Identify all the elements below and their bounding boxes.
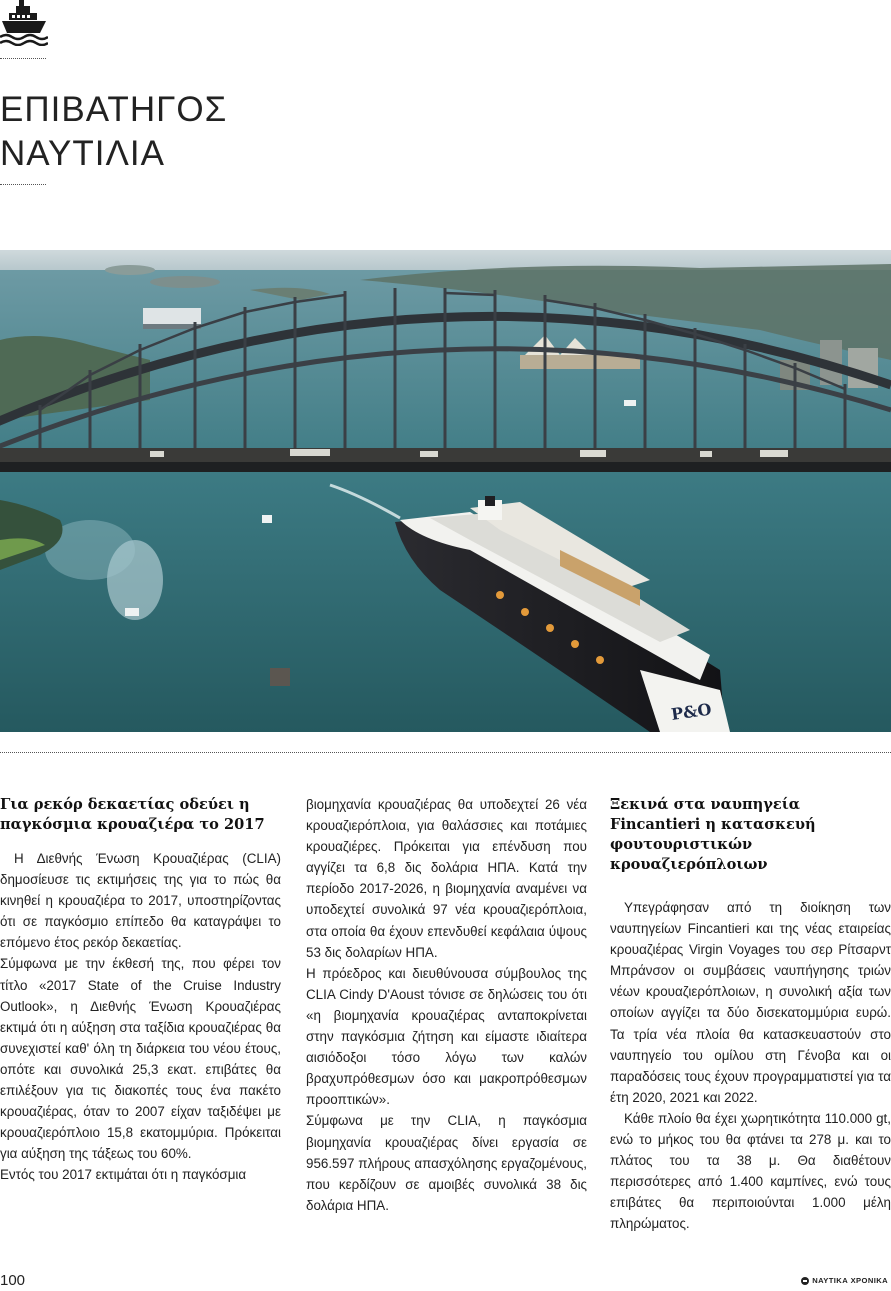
- article-1-paragraph: Η πρόεδρος και διευθύνουσα σύμβουλος της CLIA Cindy D'Aoust τόνισε σε δηλώσεις του ότι «η βιομηχανία κρουαζιέρας ανταποκρίνεται στην παγκόσμια ζήτηση και είμαστε ιδιαίτερα αισιόδοξοι τόσο λόγω των καλών βραχυπρόθεσμων όσο και μακροπρόθεσμων προοπτικών».: [306, 965, 587, 1108]
- article-1-paragraph: Σύμφωνα με την έκθεσή της, που φέρει τον τίτλο «2017 State of the Cruise Industry Outlook», η Διεθνής Ένωση Κρουαζιέρας εκτιμά ότι η αύξηση στα ταξίδια κρουαζιέρας θα συνεχιστεί καθ' όλη τη διάρκεια του νέου έτους, οπότε και συνολικά 25,3 εκατ. επιβάτες θα επιλέξουν για τις διακοπές τους ένα πακέτο κρουαζιέρας, όταν το 2007 είχαν ταξιδέψει με κρουαζιερόπλοιο 15,8 εκατομμύρια. Πρόκειται για αύξηση της τάξεως του 60%.: [0, 956, 281, 1162]
- article-cruise-record-continued: [306, 794, 587, 1216]
- section-title-line-2: ΝΑΥΤΙΛΙΑ: [0, 134, 165, 173]
- section-title: [0, 88, 227, 176]
- article-2-paragraph: Κάθε πλοίο θα έχει χωρητικότητα 110.000 gt, ενώ το μήκος του θα φτάνει τα 278 μ. και το πλάτος του τα 38 μ. Θα διαθέτουν περισσότερες από 1.400 καμπίνες, ενώ τους επιβάτες θα περιποιούνται 1.000 μέλη πληρώματος.: [610, 1110, 891, 1232]
- article-cruise-record: [0, 795, 281, 1186]
- page-number: 100: [0, 1272, 26, 1289]
- article-1-paragraph: Σύμφωνα με την CLIA, η παγκόσμια βιομηχανία κρουαζιέρας δίνει εργασία σε 956.597 πλήρους απασχόλησης εργαζομένους, που κερδίζουν σε αμοιβές συνολικά 38 δις δολάρια ΗΠΑ.: [306, 1113, 587, 1213]
- article-1-paragraph: Εντός του 2017 εκτιμάται ότι η παγκόσμια: [0, 1167, 247, 1183]
- publication-brand: [801, 1276, 888, 1285]
- article-1-paragraph: Η Διεθνής Ένωση Κρουαζιέρας (CLIA) δημοσίευσε τις εκτιμήσεις της για το πώς θα κινηθεί η κρουαζιέρα το 2017, υποστηρίζοντας ότι σε παγκόσμιο επίπεδο θα καταγράψει το επόμενο έτος ρεκόρ δεκαετίας.: [0, 851, 281, 951]
- article-fincantieri: [610, 795, 891, 1235]
- nautika-chronika-logo-icon: [801, 1277, 809, 1285]
- article-1-headline: Για ρεκόρ δεκαετίας οδεύει η παγκόσμια κρουαζιέρα το 2017: [0, 796, 265, 833]
- title-dotted-rule: [0, 184, 46, 185]
- cruise-ship-icon: [0, 0, 48, 46]
- sydney-harbour-bridge-cruise-ship-photo: [0, 250, 891, 732]
- ship-logo-text: P&O: [669, 699, 713, 724]
- icon-dotted-rule: [0, 58, 46, 59]
- publication-brand-text: ΝΑΥΤΙΚΑ ΧΡΟΝΙΚΑ: [812, 1276, 888, 1285]
- article-2-headline: Ξεκινά στα ναυπηγεία Fincantieri η κατασκευή φουτουριστικών κρουαζιερόπλοιων: [610, 796, 816, 873]
- article-1-paragraph: βιομηχανία κρουαζιέρας θα υποδεχτεί 26 νέα κρουαζιερόπλοια, για θαλάσσιες και ποτάμιες κρουαζιέρες. Πρόκειται για επένδυση που αγγίζει τα 6,8 δις δολάρια ΗΠΑ. Κατά την περίοδο 2017-2026, η βιομηχανία αναμένει να υποδεχτεί συνολικά 97 νέα κρουαζιερόπλοια, στα οποία θα έχουν επενδυθεί κεφάλαια ύψους 53 δις δολαρίων ΗΠΑ.: [306, 797, 587, 960]
- photo-dotted-rule: [0, 752, 891, 753]
- section-title-line-1: ΕΠΙΒΑΤΗΓΟΣ: [0, 90, 228, 129]
- article-2-paragraph: Υπεγράφησαν από τη διοίκηση των ναυπηγείων Fincantieri και της νέας εταιρείας κρουαζιέρας Virgin Voyages του σερ Ρίτσαρντ Μπράνσον οι συμβάσεις ναυπήγησης τριών νέων κρουαζιερόπλοιων, η συνολική αξία των οποίων αγγίζει τα δύο δισεκατομμύρια ευρώ. Τα τρία νέα πλοία θα κατασκευαστούν στο ναυπηγείο του ομίλου στη Γένοβα και οι παραδόσεις τους έχουν προγραμματιστεί για τα έτη 2020, 2021 και 2022.: [610, 900, 891, 1105]
